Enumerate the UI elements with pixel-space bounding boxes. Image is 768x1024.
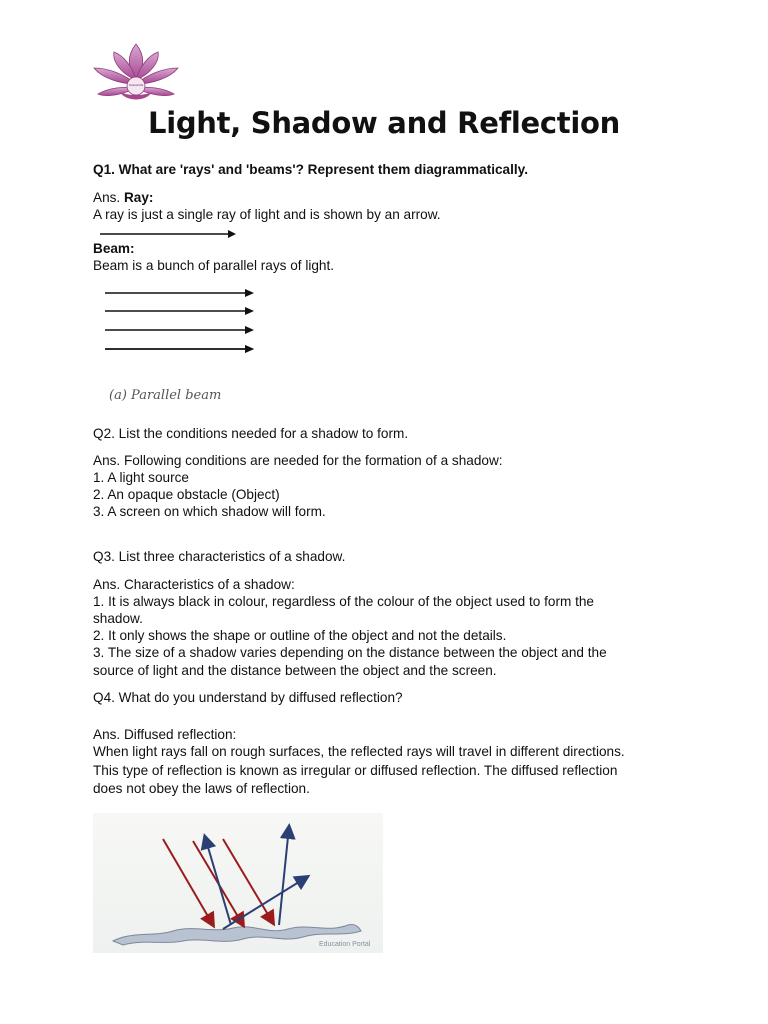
q4-line-2: This type of reflection is known as irregular or diffused reflection. The diffused reflection	[93, 763, 618, 778]
q3-line-3: 2. It only shows the shape or outline of the object and not the details.	[93, 628, 507, 643]
q4-answer-intro: Ans. Diffused reflection:	[93, 727, 237, 742]
q2-answer-intro: Ans. Following conditions are needed for the formation of a shadow:	[93, 453, 503, 468]
q4-line-3: does not obey the laws of reflection.	[93, 781, 310, 796]
q2-item-3: 3. A screen on which shadow will form.	[93, 504, 326, 519]
ray-heading: Ray:	[123, 190, 154, 205]
q3-line-5: source of light and the distance between the object and the screen.	[93, 663, 497, 678]
logo	[90, 40, 182, 110]
q3-answer-intro: Ans. Characteristics of a shadow:	[93, 577, 295, 592]
figure-watermark: Education Portal	[319, 941, 371, 948]
q4-question: Q4. What do you understand by diffused reflection?	[93, 690, 403, 705]
q3-line-2: shadow.	[93, 611, 143, 626]
q2-item-1: 1. A light source	[93, 470, 189, 485]
ray-definition: A ray is just a single ray of light and is shown by an arrow.	[93, 207, 441, 222]
diffused-reflection-figure	[93, 813, 383, 953]
ans-prefix: Ans.	[93, 190, 121, 205]
beam-caption: (a) Parallel beam	[109, 388, 222, 403]
beam-definition: Beam is a bunch of parallel rays of light.	[93, 258, 335, 273]
single-ray-arrow-icon	[98, 227, 243, 241]
beam-heading: Beam:	[93, 241, 135, 256]
q3-line-4: 3. The size of a shadow varies depending on the distance between the object and the	[93, 645, 607, 660]
page-title: Light, Shadow and Reflection	[148, 106, 620, 140]
q2-item-2: 2. An opaque obstacle (Object)	[93, 487, 280, 502]
parallel-beam-bottom-ray	[102, 340, 262, 360]
q4-line-1: When light rays fall on rough surfaces, the reflected rays will travel in different directions.	[93, 744, 625, 759]
q3-question: Q3. List three characteristics of a shadow.	[93, 549, 346, 564]
q2-question: Q2. List the conditions needed for a shadow to form.	[93, 426, 409, 441]
diffused-reflection-diagram	[93, 813, 383, 953]
lotus-logo-icon	[90, 40, 182, 110]
logo-text: Samskills	[128, 83, 144, 87]
q1-answer-label	[93, 189, 153, 206]
q3-line-1: 1. It is always black in colour, regardless of the colour of the object used to form the	[93, 594, 594, 609]
q1-question: Q1. What are 'rays' and 'beams'? Represent them diagrammatically.	[93, 162, 528, 177]
